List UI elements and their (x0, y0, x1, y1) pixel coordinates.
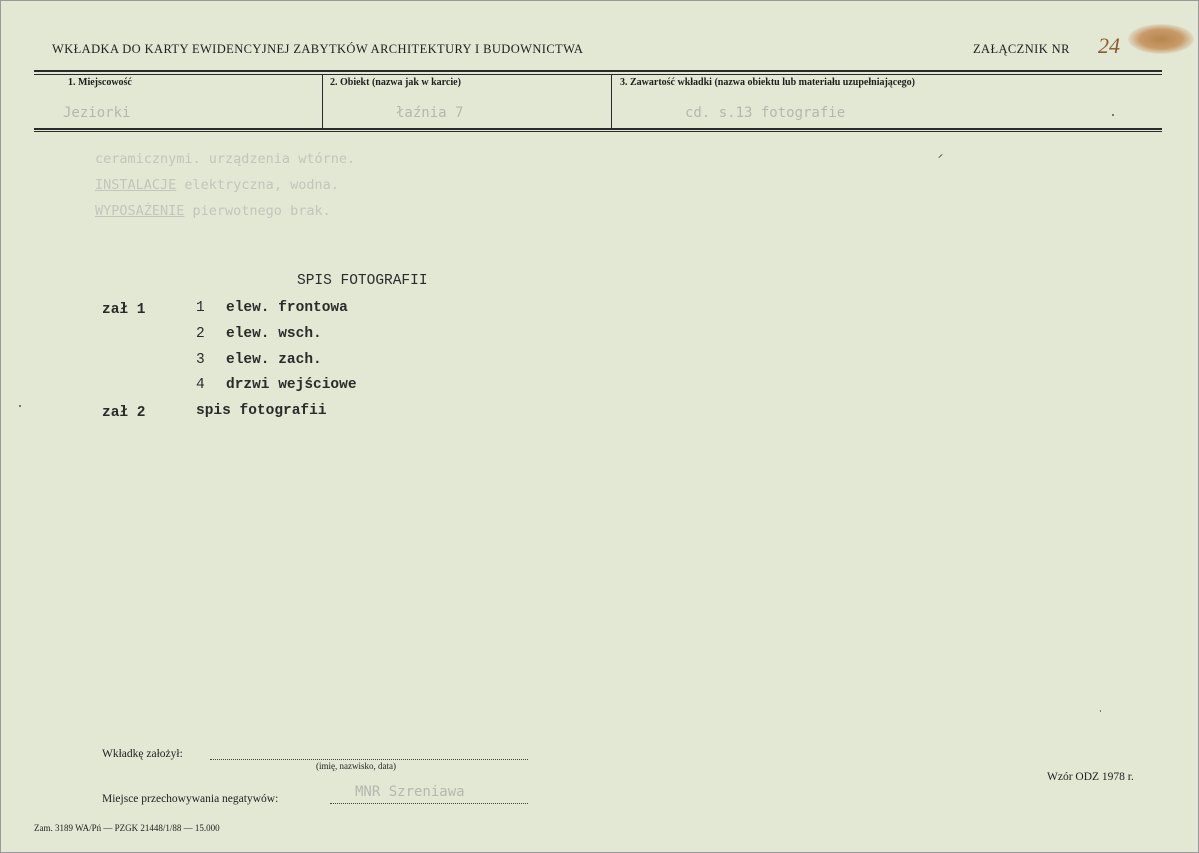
installations-text: elektryczna, wodna. (176, 177, 339, 193)
column-label-locality: 1. Miejscowość (68, 77, 132, 88)
continued-line-1: ceramicznymi. urządzenia wtórne. (95, 151, 356, 167)
column-label-object: 2. Obiekt (nazwa jak w karcie) (330, 77, 461, 88)
negatives-storage-value: MNR Szreniawa (355, 784, 465, 800)
continued-line-3 (95, 203, 331, 219)
header-bottom-rule-thin (34, 131, 1162, 132)
page-edge-left (0, 0, 1, 853)
form-model: Wzór ODZ 1978 r. (1047, 771, 1134, 783)
photo-item-3-number: 3 (196, 352, 205, 368)
equipment-text: pierwotnego brak. (184, 203, 331, 219)
contents-value: cd. s.13 fotografie (685, 105, 846, 121)
negatives-storage-label: Miejsce przechowywania negatywów: (102, 793, 279, 805)
column-divider-1 (322, 74, 323, 130)
photo-list-heading: SPIS FOTOGRAFII (297, 273, 428, 289)
equipment-heading: WYPOSAŻENIE (95, 203, 185, 219)
ink-stain (1128, 24, 1194, 54)
negatives-storage-line (330, 803, 528, 804)
top-rule (34, 70, 1162, 72)
photo-item-1-text: elew. frontowa (226, 300, 348, 316)
annex-number: 24 (1098, 33, 1120, 58)
annex-1-label: zał 1 (102, 302, 146, 318)
column-divider-2 (611, 74, 612, 130)
photo-item-4-number: 4 (196, 377, 205, 393)
top-rule-thin (34, 74, 1162, 75)
continued-line-2 (95, 177, 339, 193)
photo-item-1-number: 1 (196, 300, 205, 316)
object-value: łaźnia 7 (396, 105, 464, 121)
speck (938, 154, 943, 159)
locality-value: Jeziorki (63, 105, 131, 121)
speck (1100, 710, 1101, 712)
speck (19, 405, 21, 407)
print-info: Zam. 3189 WA/Pń — PZGK 21448/1/88 — 15.000 (34, 823, 220, 833)
page-edge-top (0, 0, 1199, 1)
annex-label: ZAŁĄCZNIK NR (973, 42, 1070, 56)
photo-item-4-text: drzwi wejściowe (226, 377, 357, 393)
created-by-line (210, 759, 528, 760)
photo-item-2-number: 2 (196, 326, 205, 342)
created-by-label: Wkładkę założył: (102, 748, 183, 760)
header-bottom-rule (34, 128, 1162, 130)
annex-2-text: spis fotografii (196, 403, 327, 419)
column-label-contents: 3. Zawartość wkładki (nazwa obiektu lub materiału uzupełniającego) (620, 77, 916, 88)
annex-2-label: zał 2 (102, 405, 146, 421)
created-by-hint: (imię, nazwisko, data) (316, 761, 396, 771)
photo-item-3-text: elew. zach. (226, 352, 322, 368)
installations-heading: INSTALACJE (95, 177, 177, 193)
photo-item-2-text: elew. wsch. (226, 326, 322, 342)
form-title: WKŁADKA DO KARTY EWIDENCYJNEJ ZABYTKÓW ARCHITEKTURY I BUDOWNICTWA (52, 42, 584, 56)
speck (1112, 114, 1114, 116)
